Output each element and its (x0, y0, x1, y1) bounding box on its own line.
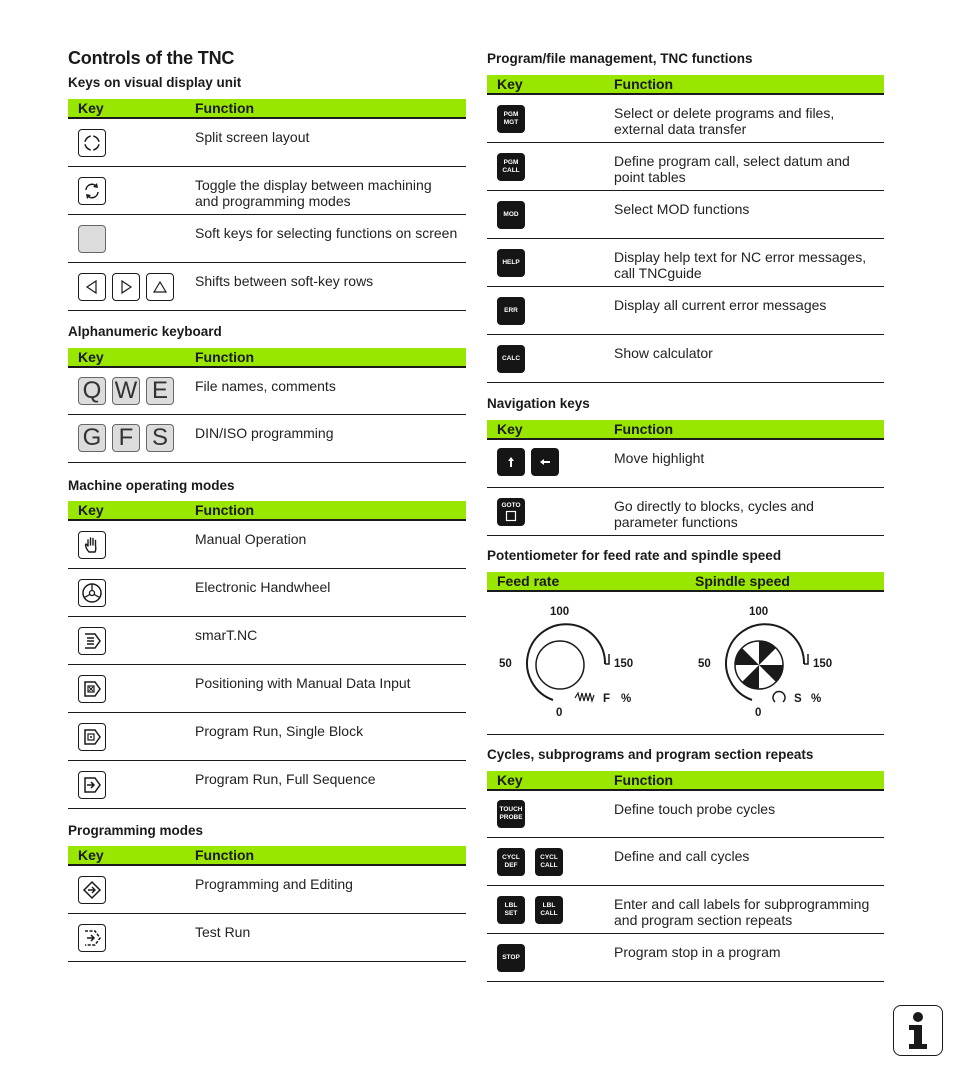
page-title: Controls of the TNC (68, 48, 235, 68)
header-key: Key (78, 349, 104, 365)
table-row (487, 239, 884, 287)
full-sequence-icon (82, 775, 102, 795)
key-label: CYCL (502, 854, 520, 861)
table-row (487, 440, 884, 488)
key-f[interactable]: F (112, 424, 140, 452)
table-row (68, 617, 466, 665)
row-desc: Soft keys for selecting functions on screen (195, 225, 458, 241)
spindle-speed-potentiometer[interactable] (696, 602, 876, 727)
table-header (68, 846, 466, 866)
err-key[interactable] (497, 297, 525, 325)
lbl-set-key[interactable] (497, 896, 525, 924)
softkey-up-key[interactable] (146, 273, 174, 301)
pgm-call-key[interactable] (497, 153, 525, 181)
row-desc: Positioning with Manual Data Input (195, 675, 411, 691)
key-q[interactable]: Q (78, 377, 106, 405)
cycl-def-key[interactable] (497, 848, 525, 876)
table-row (68, 167, 466, 215)
spindle-dial-icon (696, 602, 876, 727)
table-row (68, 119, 466, 167)
smartnc-icon (82, 631, 102, 651)
table-row (68, 368, 466, 415)
calc-key[interactable] (497, 345, 525, 373)
triangle-right-icon (118, 279, 134, 295)
arrow-left-icon (538, 455, 552, 469)
key-label: CALL (502, 167, 520, 174)
header-key: Key (78, 847, 104, 863)
row-desc: DIN/ISO programming (195, 425, 334, 441)
goto-box-icon (505, 510, 517, 522)
table-row (487, 335, 884, 383)
row-desc: Display all current error messages (614, 297, 827, 313)
row-desc: Define touch probe cycles (614, 801, 776, 817)
row-desc: Define and call cycles (614, 848, 750, 864)
programming-editing-key[interactable] (78, 876, 106, 904)
mod-key[interactable] (497, 201, 525, 229)
row-desc: Programming and Editing (195, 876, 353, 892)
scale-50: 50 (499, 658, 512, 670)
table-row (68, 263, 466, 311)
header-function: Function (614, 76, 674, 92)
smartnc-key[interactable] (78, 627, 106, 655)
header-key: Key (78, 100, 104, 116)
key-label: CALL (540, 910, 558, 917)
key-label: HELP (502, 259, 520, 266)
key-label: STOP (502, 954, 520, 961)
mdi-icon (82, 679, 102, 699)
row-desc: Manual Operation (195, 531, 307, 547)
row-desc: Toggle the display between machining and programming modes (195, 177, 432, 209)
key-label: MGT (503, 119, 519, 126)
scale-0: 0 (556, 707, 563, 719)
lbl-call-key[interactable] (535, 896, 563, 924)
triangle-up-icon (152, 279, 168, 295)
key-w[interactable]: W (112, 377, 140, 405)
key-g[interactable]: G (78, 424, 106, 452)
key-label: ERR (504, 307, 518, 314)
header-spindle: Spindle speed (695, 573, 790, 589)
table-nav (487, 420, 884, 536)
table-header (487, 771, 884, 791)
header-function: Function (195, 847, 255, 863)
handwheel-icon (81, 582, 103, 604)
hand-icon (82, 535, 102, 555)
row-desc: Select or delete programs and files, external data transfer (614, 105, 835, 137)
arrow-left-key[interactable] (531, 448, 559, 476)
section-title-pot: Potentiometer for feed rate and spindle speed (487, 548, 782, 563)
table-row (487, 95, 884, 143)
scale-0: 0 (755, 707, 762, 719)
section-title-pgm: Program/file management, TNC functions (487, 51, 753, 66)
table-header (487, 572, 884, 592)
row-desc: Move highlight (614, 450, 705, 466)
section-title-alpha: Alphanumeric keyboard (68, 324, 222, 339)
table-row (68, 761, 466, 809)
pgm-mgt-key[interactable] (497, 105, 525, 133)
row-desc: Display help text for NC error messages, call TNCguide (614, 249, 867, 281)
header-function: Function (195, 349, 255, 365)
manual-operation-key[interactable] (78, 531, 106, 559)
table-row (68, 569, 466, 617)
key-label: LBL (542, 902, 556, 909)
goto-key[interactable] (497, 498, 525, 526)
key-s[interactable]: S (146, 424, 174, 452)
spindle-symbol: S (794, 693, 802, 705)
table-cycles (487, 771, 884, 982)
row-desc: Split screen layout (195, 129, 310, 145)
header-key: Key (497, 772, 523, 788)
table-header (68, 348, 466, 368)
mdi-key[interactable] (78, 675, 106, 703)
touch-probe-key[interactable] (497, 800, 525, 828)
table-vdu (68, 99, 466, 311)
handwheel-key[interactable] (78, 579, 106, 607)
table-header (487, 75, 884, 95)
table-row (487, 488, 884, 536)
header-key: Key (78, 502, 104, 518)
key-label: PROBE (499, 814, 523, 821)
toggle-display-key[interactable] (78, 177, 106, 205)
key-label: GOTO (501, 502, 521, 509)
header-function: Function (614, 421, 674, 437)
table-row (68, 521, 466, 569)
toggle-arrows-icon (82, 181, 102, 201)
info-icon (893, 1005, 943, 1056)
table-prog (68, 846, 466, 962)
key-label: CYCL (540, 854, 558, 861)
scale-150: 150 (813, 658, 833, 670)
scale-100: 100 (550, 606, 570, 618)
row-desc: Define program call, select datum and point tables (614, 153, 850, 185)
row-desc: Select MOD functions (614, 201, 750, 217)
row-desc: Program Run, Single Block (195, 723, 364, 739)
full-sequence-key[interactable] (78, 771, 106, 799)
softkey-right-key[interactable] (112, 273, 140, 301)
single-block-key[interactable] (78, 723, 106, 751)
row-desc: File names, comments (195, 378, 336, 394)
key-e[interactable]: E (146, 377, 174, 405)
section-title-cycles: Cycles, subprograms and program section repeats (487, 747, 814, 762)
table-machine (68, 501, 466, 809)
header-function: Function (614, 772, 674, 788)
feed-symbol: F (603, 693, 611, 705)
key-label: TOUCH (499, 806, 523, 813)
table-row (487, 287, 884, 335)
table-row (68, 415, 466, 463)
split-screen-key[interactable] (78, 129, 106, 157)
arrow-up-icon (504, 455, 518, 469)
test-run-key[interactable] (78, 924, 106, 952)
header-function: Function (195, 100, 255, 116)
scale-50: 50 (698, 658, 711, 670)
arrow-up-key[interactable] (497, 448, 525, 476)
feed-percent: % (621, 693, 632, 705)
table-row (487, 143, 884, 191)
key-label: PGM (503, 111, 519, 118)
help-key[interactable] (497, 249, 525, 277)
section-title-prog: Programming modes (68, 823, 204, 838)
test-run-icon (82, 928, 102, 948)
table-header (487, 420, 884, 440)
scale-100: 100 (749, 606, 769, 618)
row-desc: Go directly to blocks, cycles and parameter functions (614, 498, 814, 530)
row-desc: Show calculator (614, 345, 713, 361)
row-desc: Test Run (195, 924, 251, 940)
section-title-nav: Navigation keys (487, 396, 590, 411)
softkey-blank[interactable] (78, 225, 106, 253)
table-row (487, 191, 884, 239)
table-row (68, 665, 466, 713)
table-row (68, 914, 466, 962)
feed-rate-potentiometer[interactable] (497, 602, 677, 727)
key-label: CALL (540, 862, 558, 869)
key-label: DEF (504, 862, 518, 869)
row-desc: smarT.NC (195, 627, 258, 643)
table-header (68, 99, 466, 119)
header-key: Key (497, 421, 523, 437)
table-row (68, 215, 466, 263)
table-row (487, 886, 884, 934)
table-row (487, 934, 884, 982)
table-row (68, 866, 466, 914)
table-pot (487, 572, 884, 735)
feed-dial-icon (497, 602, 677, 727)
key-label: CALC (501, 355, 521, 362)
info-glyph-icon (904, 1011, 932, 1051)
row-desc: Program Run, Full Sequence (195, 771, 376, 787)
table-row (487, 838, 884, 886)
row-desc: Electronic Handwheel (195, 579, 331, 595)
cycl-call-key[interactable] (535, 848, 563, 876)
programming-icon (82, 880, 102, 900)
single-block-icon (82, 727, 102, 747)
row-desc: Program stop in a program (614, 944, 781, 960)
header-function: Function (195, 502, 255, 518)
spindle-percent: % (811, 693, 822, 705)
scale-150: 150 (614, 658, 634, 670)
row-desc: Shifts between soft-key rows (195, 273, 374, 289)
header-key: Key (497, 76, 523, 92)
header-feed: Feed rate (497, 573, 560, 589)
softkey-left-key[interactable] (78, 273, 106, 301)
table-row (68, 713, 466, 761)
triangle-left-icon (84, 279, 100, 295)
table-alpha (68, 348, 466, 463)
table-pgm (487, 75, 884, 383)
section-title-machine: Machine operating modes (68, 478, 235, 493)
split-screen-icon (82, 133, 102, 153)
stop-key[interactable] (497, 944, 525, 972)
table-row (487, 791, 884, 838)
key-label: LBL (504, 902, 518, 909)
key-label: SET (504, 910, 518, 917)
key-label: MOD (503, 211, 519, 218)
key-label: PGM (503, 159, 519, 166)
section-title-vdu: Keys on visual display unit (68, 75, 242, 90)
row-desc: Enter and call labels for subprogramming and program section repeats (614, 896, 870, 928)
table-header (68, 501, 466, 521)
